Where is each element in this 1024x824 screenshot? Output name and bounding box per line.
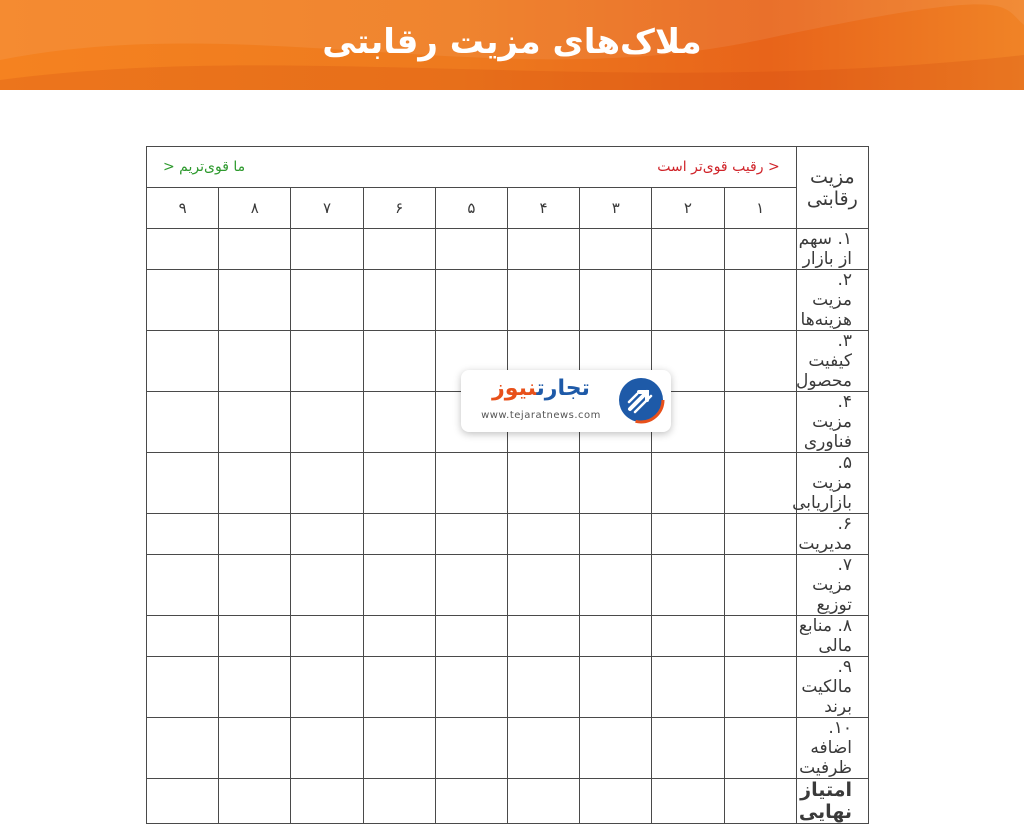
score-cell [291,718,363,779]
score-cell [435,270,507,331]
tejaratnews-logo [461,370,671,432]
score-cell [363,270,435,331]
score-cell [219,453,291,514]
score-cell [147,514,219,555]
score-cell [147,616,219,657]
score-cell [219,392,291,453]
score-cell [363,779,435,824]
score-cell [147,392,219,453]
score-cell [435,616,507,657]
score-cell [291,270,363,331]
score-number: ۴ [507,188,579,229]
score-cell [652,453,724,514]
score-number: ۸ [219,188,291,229]
score-cell [435,555,507,616]
score-cell [507,616,579,657]
score-cell [219,657,291,718]
competitive-advantage-table [146,146,869,824]
criterion-row [147,657,869,718]
score-cell [507,453,579,514]
score-cell [724,453,796,514]
table-heading: مزیت رقابتی [796,147,868,229]
scale-cell [147,147,797,188]
table-header-row [147,147,869,188]
score-cell [219,514,291,555]
score-cell [147,779,219,824]
criterion-row [147,514,869,555]
score-cell [291,779,363,824]
criterion-row [147,270,869,331]
score-cell [147,331,219,392]
logo-emblem-icon [617,376,665,424]
score-cell [580,453,652,514]
score-cell [219,779,291,824]
criterion-row [147,555,869,616]
score-cell [580,555,652,616]
score-number: ۷ [291,188,363,229]
score-cell [291,392,363,453]
score-cell [291,616,363,657]
score-cell [724,229,796,270]
score-cell [507,779,579,824]
score-cell [219,229,291,270]
final-score-label: امتیاز نهایی [796,779,868,824]
score-cell [147,555,219,616]
score-cell [363,616,435,657]
score-cell [363,514,435,555]
score-cell [724,657,796,718]
score-cell [724,392,796,453]
score-cell [291,514,363,555]
score-cell [724,718,796,779]
criterion-label: ۳. کیفیت محصول [796,331,868,392]
score-cell [363,392,435,453]
score-cell [435,229,507,270]
criterion-label: ۲. مزیت هزینه‌ها [796,270,868,331]
score-cell [147,270,219,331]
score-cell [652,616,724,657]
logo-brand-part1: تجارت [536,376,590,401]
score-cell [652,229,724,270]
score-cell [147,453,219,514]
logo-wordmark [471,376,611,401]
score-cell [724,555,796,616]
score-cell [580,229,652,270]
final-score-row [147,779,869,824]
criterion-label: ۹. مالکیت برند [796,657,868,718]
score-cell [363,229,435,270]
score-cell [291,657,363,718]
scale-left-label: ما قوی‌تریم < [163,159,246,175]
score-cell [724,616,796,657]
score-cell [219,555,291,616]
scale-right-label: < رقیب قوی‌تر است [657,159,780,175]
score-cell [147,718,219,779]
criterion-label: ۱. سهم از بازار [796,229,868,270]
score-number: ۲ [652,188,724,229]
score-cell [652,555,724,616]
score-number: ۳ [580,188,652,229]
score-cell [147,657,219,718]
score-cell [435,514,507,555]
page-title: ملاک‌های مزیت رقابتی [322,22,702,62]
score-cell [580,270,652,331]
score-cell [507,555,579,616]
score-cell [363,453,435,514]
header-banner [0,0,1024,90]
criterion-label: ۸. منابع مالی [796,616,868,657]
criterion-label: ۴. مزیت فناوری [796,392,868,453]
score-cell [652,779,724,824]
score-cell [507,514,579,555]
logo-brand-part2: نیوز [492,376,537,401]
score-cell [219,616,291,657]
score-cell [652,718,724,779]
score-number: ۹ [147,188,219,229]
score-cell [291,453,363,514]
score-cell [435,718,507,779]
score-cell [652,514,724,555]
score-cell [435,453,507,514]
criterion-row [147,616,869,657]
score-cell [507,229,579,270]
criterion-row [147,229,869,270]
score-cell [652,657,724,718]
score-cell [724,779,796,824]
score-cell [580,718,652,779]
score-number: ۶ [363,188,435,229]
score-cell [580,616,652,657]
logo-url: www.tejaratnews.com [481,410,601,421]
score-cell [724,514,796,555]
score-cell [507,657,579,718]
score-number: ۵ [435,188,507,229]
criterion-row [147,453,869,514]
score-cell [219,270,291,331]
score-cell [147,229,219,270]
score-cell [291,331,363,392]
score-numbers-row [147,188,869,229]
score-cell [363,331,435,392]
score-cell [291,229,363,270]
criterion-row [147,718,869,779]
score-cell [507,718,579,779]
score-cell [435,779,507,824]
score-cell [219,718,291,779]
score-cell [291,555,363,616]
score-cell [580,514,652,555]
criterion-label: ۱۰. اضافه ظرفیت [796,718,868,779]
score-cell [652,270,724,331]
score-cell [507,270,579,331]
score-cell [724,270,796,331]
score-cell [363,718,435,779]
score-cell [363,657,435,718]
score-cell [435,657,507,718]
criterion-label: ۵. مزیت بازاریابی [796,453,868,514]
score-cell [363,555,435,616]
score-cell [219,331,291,392]
score-number: ۱ [724,188,796,229]
score-cell [580,779,652,824]
score-cell [580,657,652,718]
criterion-label: ۷. مزیت توزیع [796,555,868,616]
score-cell [724,331,796,392]
criterion-label: ۶. مدیریت [796,514,868,555]
